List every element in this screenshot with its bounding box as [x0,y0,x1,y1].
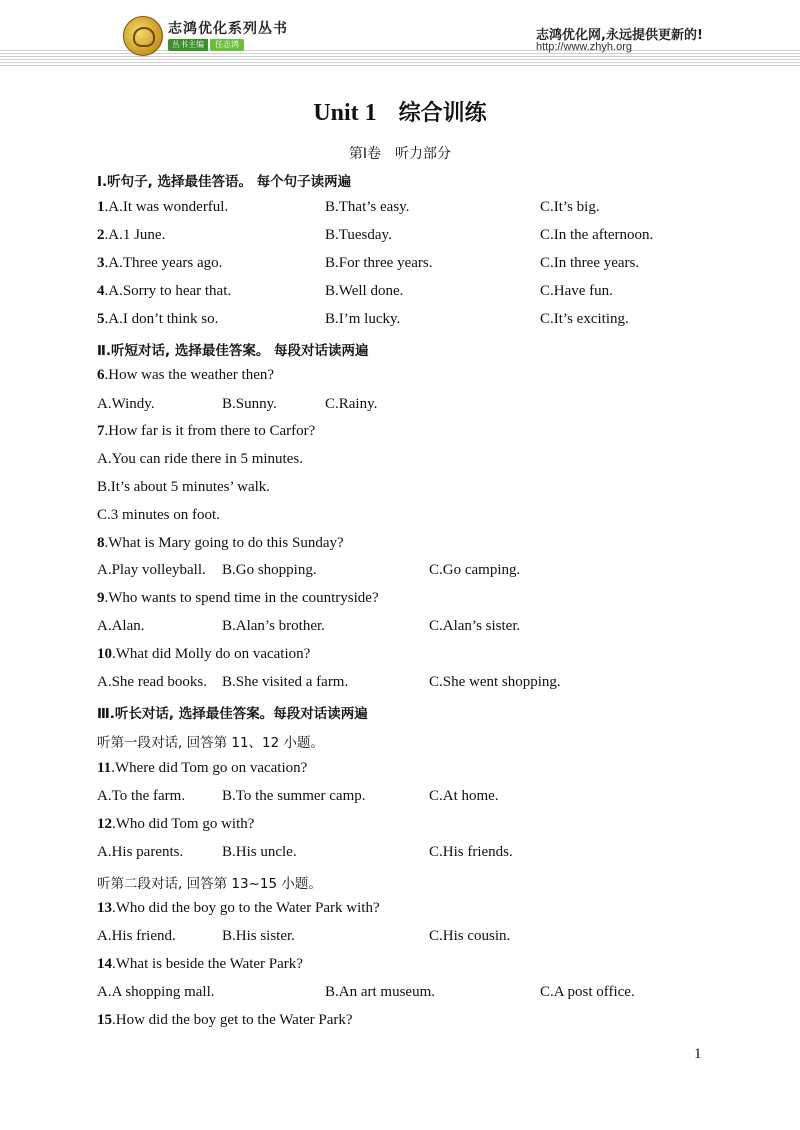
page-number: 1 [694,1046,702,1062]
q12-option-c: C.His friends. [429,844,513,860]
question-10 [97,646,310,663]
q4-option-c: C.Have fun. [540,283,613,299]
q8-option-b: B.Go shopping. [222,562,317,578]
question-2 [97,227,165,244]
question-text: .What did Molly do on vacation? [112,646,311,662]
question-number: 13 [97,900,112,916]
option-a: .A.Three years ago. [104,255,223,271]
q10-option-b: B.She visited a farm. [222,674,349,690]
editor-name-tag: 任志鸿 [210,39,244,51]
q14-option-a: A.A shopping mall. [97,984,215,1000]
q10-option-c: C.She went shopping. [429,674,561,690]
header-url[interactable]: http://www.zhyh.org [536,41,632,53]
header-slogan: 志鸿优化网,永远提供更新的! [536,28,703,43]
question-4 [97,283,231,300]
section-3-heading: Ⅲ.听长对话, 选择最佳答案。每段对话读两遍 [97,706,368,722]
question-3 [97,255,222,272]
section-2-heading: Ⅱ.听短对话, 选择最佳答案。 每段对话读两遍 [97,343,369,359]
editor-tag: 丛书主编 [168,39,208,51]
question-number: 12 [97,816,112,832]
page-header [0,0,800,70]
q7-option-a: A.You can ride there in 5 minutes. [97,451,303,467]
question-9 [97,590,379,607]
question-text: .Who wants to spend time in the countryside? [104,590,379,606]
q10-option-a: A.She read books. [97,674,207,690]
q14-option-b: B.An art museum. [325,984,435,1000]
q11-option-c: C.At home. [429,788,499,804]
title-english: Unit 1 [313,100,377,126]
question-number: 10 [97,646,112,662]
question-number: 1 [97,199,105,215]
option-a: .A.I don’t think so. [104,311,219,327]
page-subtitle: 第Ⅰ卷 听力部分 [348,146,452,162]
question-6 [97,367,274,384]
question-number: 4 [97,283,105,299]
question-text: .Where did Tom go on vacation? [111,760,308,776]
q9-option-a: A.Alan. [97,618,145,634]
publisher-logo-icon [123,16,163,56]
brand-title: 志鸿优化系列丛书 [168,21,288,37]
question-text: .How far is it from there to Carfor? [104,423,316,439]
question-number: 3 [97,255,105,271]
q13-option-a: A.His friend. [97,928,176,944]
q12-option-a: A.His parents. [97,844,184,860]
option-a: .A.1 June. [104,227,166,243]
q1-option-b: B.That’s easy. [325,199,410,215]
q7-option-b: B.It’s about 5 minutes’ walk. [97,479,271,495]
question-5 [97,311,218,328]
q5-option-c: C.It’s exciting. [540,311,629,327]
question-number: 14 [97,956,112,972]
q4-option-b: B.Well done. [325,283,404,299]
section-1-heading: Ⅰ.听句子, 选择最佳答语。 每个句子读两遍 [97,174,352,190]
question-text: .What is Mary going to do this Sunday? [104,535,344,551]
q8-option-a: A.Play volleyball. [97,562,206,578]
header-rule [0,50,800,68]
q11-option-b: B.To the summer camp. [222,788,366,804]
question-text: .How was the weather then? [104,367,275,383]
q12-option-b: B.His uncle. [222,844,297,860]
question-text: .How did the boy get to the Water Park? [112,1012,353,1028]
page-title [0,96,800,127]
question-number: 5 [97,311,105,327]
question-number: 15 [97,1012,112,1028]
question-number: 7 [97,423,105,439]
question-15 [97,1012,353,1029]
q9-option-c: C.Alan’s sister. [429,618,521,634]
q6-option-c: C.Rainy. [325,396,378,412]
q13-option-b: B.His sister. [222,928,295,944]
question-1 [97,199,228,216]
q6-option-a: A.Windy. [97,396,155,412]
question-14 [97,956,303,973]
q11-option-a: A.To the farm. [97,788,186,804]
question-7 [97,423,315,440]
option-a: .A.Sorry to hear that. [104,283,232,299]
q9-option-b: B.Alan’s brother. [222,618,325,634]
question-number: 11 [97,760,112,776]
q3-option-c: C.In three years. [540,255,640,271]
title-chinese: 综合训练 [398,101,487,126]
q7-option-c: C.3 minutes on foot. [97,507,220,523]
question-text: .Who did Tom go with? [112,816,255,832]
question-11 [97,760,307,777]
question-12 [97,816,254,833]
q3-option-b: B.For three years. [325,255,433,271]
question-text: .Who did the boy go to the Water Park with? [112,900,380,916]
q2-option-b: B.Tuesday. [325,227,392,243]
question-13 [97,900,380,917]
question-8 [97,535,344,552]
q5-option-b: B.I’m lucky. [325,311,401,327]
question-number: 8 [97,535,105,551]
question-number: 2 [97,227,105,243]
option-a: .A.It was wonderful. [104,199,229,215]
q1-option-c: C.It’s big. [540,199,600,215]
q2-option-c: C.In the afternoon. [540,227,654,243]
question-text: .What is beside the Water Park? [112,956,303,972]
section-3-note-2: 听第二段对话, 回答第 13~15 小题。 [97,876,322,892]
q6-option-b: B.Sunny. [222,396,277,412]
section-3-note-1: 听第一段对话, 回答第 11、12 小题。 [97,735,325,751]
question-number: 9 [97,590,105,606]
q13-option-c: C.His cousin. [429,928,511,944]
q8-option-c: C.Go camping. [429,562,521,578]
q14-option-c: C.A post office. [540,984,635,1000]
question-number: 6 [97,367,105,383]
